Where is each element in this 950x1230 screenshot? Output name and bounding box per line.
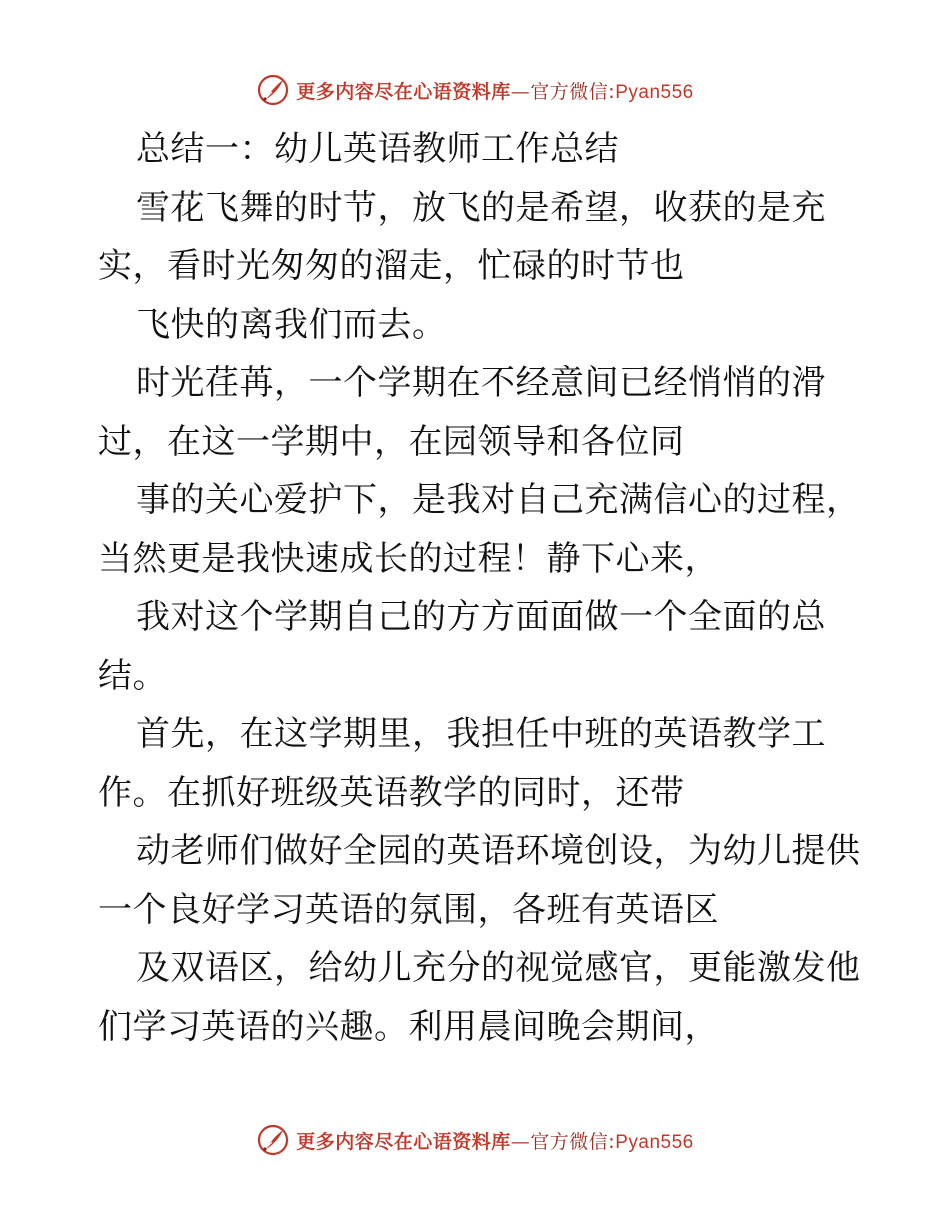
header-watermark [0, 70, 950, 110]
watermark-wechat-label: 官方微信 [530, 80, 609, 103]
document-body [98, 120, 878, 1056]
text-line: 们学习英语的兴趣。利用晨间晚会期间， [98, 1006, 719, 1047]
text-line: 作。在抓好班级英语教学的同时，还带 [98, 772, 685, 813]
watermark-site-name: 更多内容尽在心语资料库 [296, 1130, 511, 1153]
text-line: 动老师们做好全园的英语环境创设，为幼儿提供 [136, 831, 861, 871]
text-line: 事的关心爱护下，是我对自己充满信心的过程， [136, 480, 861, 520]
text-line: 当然更是我快速成长的过程！静下心来， [98, 538, 719, 579]
text-line: 一个良好学习英语的氛围，各班有英语区 [98, 889, 719, 930]
text-line: 首先，在这学期里，我担任中班的英语教学工 [136, 714, 826, 754]
watermark-colon: : [608, 1130, 616, 1153]
text-line: 及双语区，给幼儿充分的视觉感官，更能激发他 [136, 948, 861, 988]
watermark-wechat-id: Pyan556 [615, 1131, 694, 1153]
text-line: 我对这个学期自己的方方面面做一个全面的总 [136, 597, 826, 637]
text-line: 雪花飞舞的时节，放飞的是希望，收获的是充 [136, 187, 826, 228]
watermark-separator: — [510, 1130, 531, 1153]
text-line: 过，在这一学期中，在园领导和各位同 [98, 421, 685, 462]
watermark-site-name: 更多内容尽在心语资料库 [296, 80, 511, 103]
watermark-wechat-id: Pyan556 [615, 81, 694, 103]
footer-watermark [0, 1120, 950, 1160]
text-line: 实，看时光匆匆的溜走，忙碌的时节也 [98, 246, 685, 286]
quill-logo-icon [256, 1123, 290, 1157]
text-line: 结。 [98, 655, 167, 696]
document-title: 总结一：幼儿英语教师工作总结 [136, 129, 619, 169]
watermark-text [296, 1127, 693, 1154]
watermark-text [296, 77, 693, 104]
watermark-wechat-label: 官方微信 [530, 1130, 609, 1153]
watermark-separator: — [510, 80, 531, 103]
text-line: 飞快的离我们而去。 [136, 304, 447, 345]
text-line: 时光荏苒，一个学期在不经意间已经悄悄的滑 [136, 363, 826, 403]
quill-logo-icon [256, 73, 290, 107]
watermark-colon: : [608, 80, 616, 103]
